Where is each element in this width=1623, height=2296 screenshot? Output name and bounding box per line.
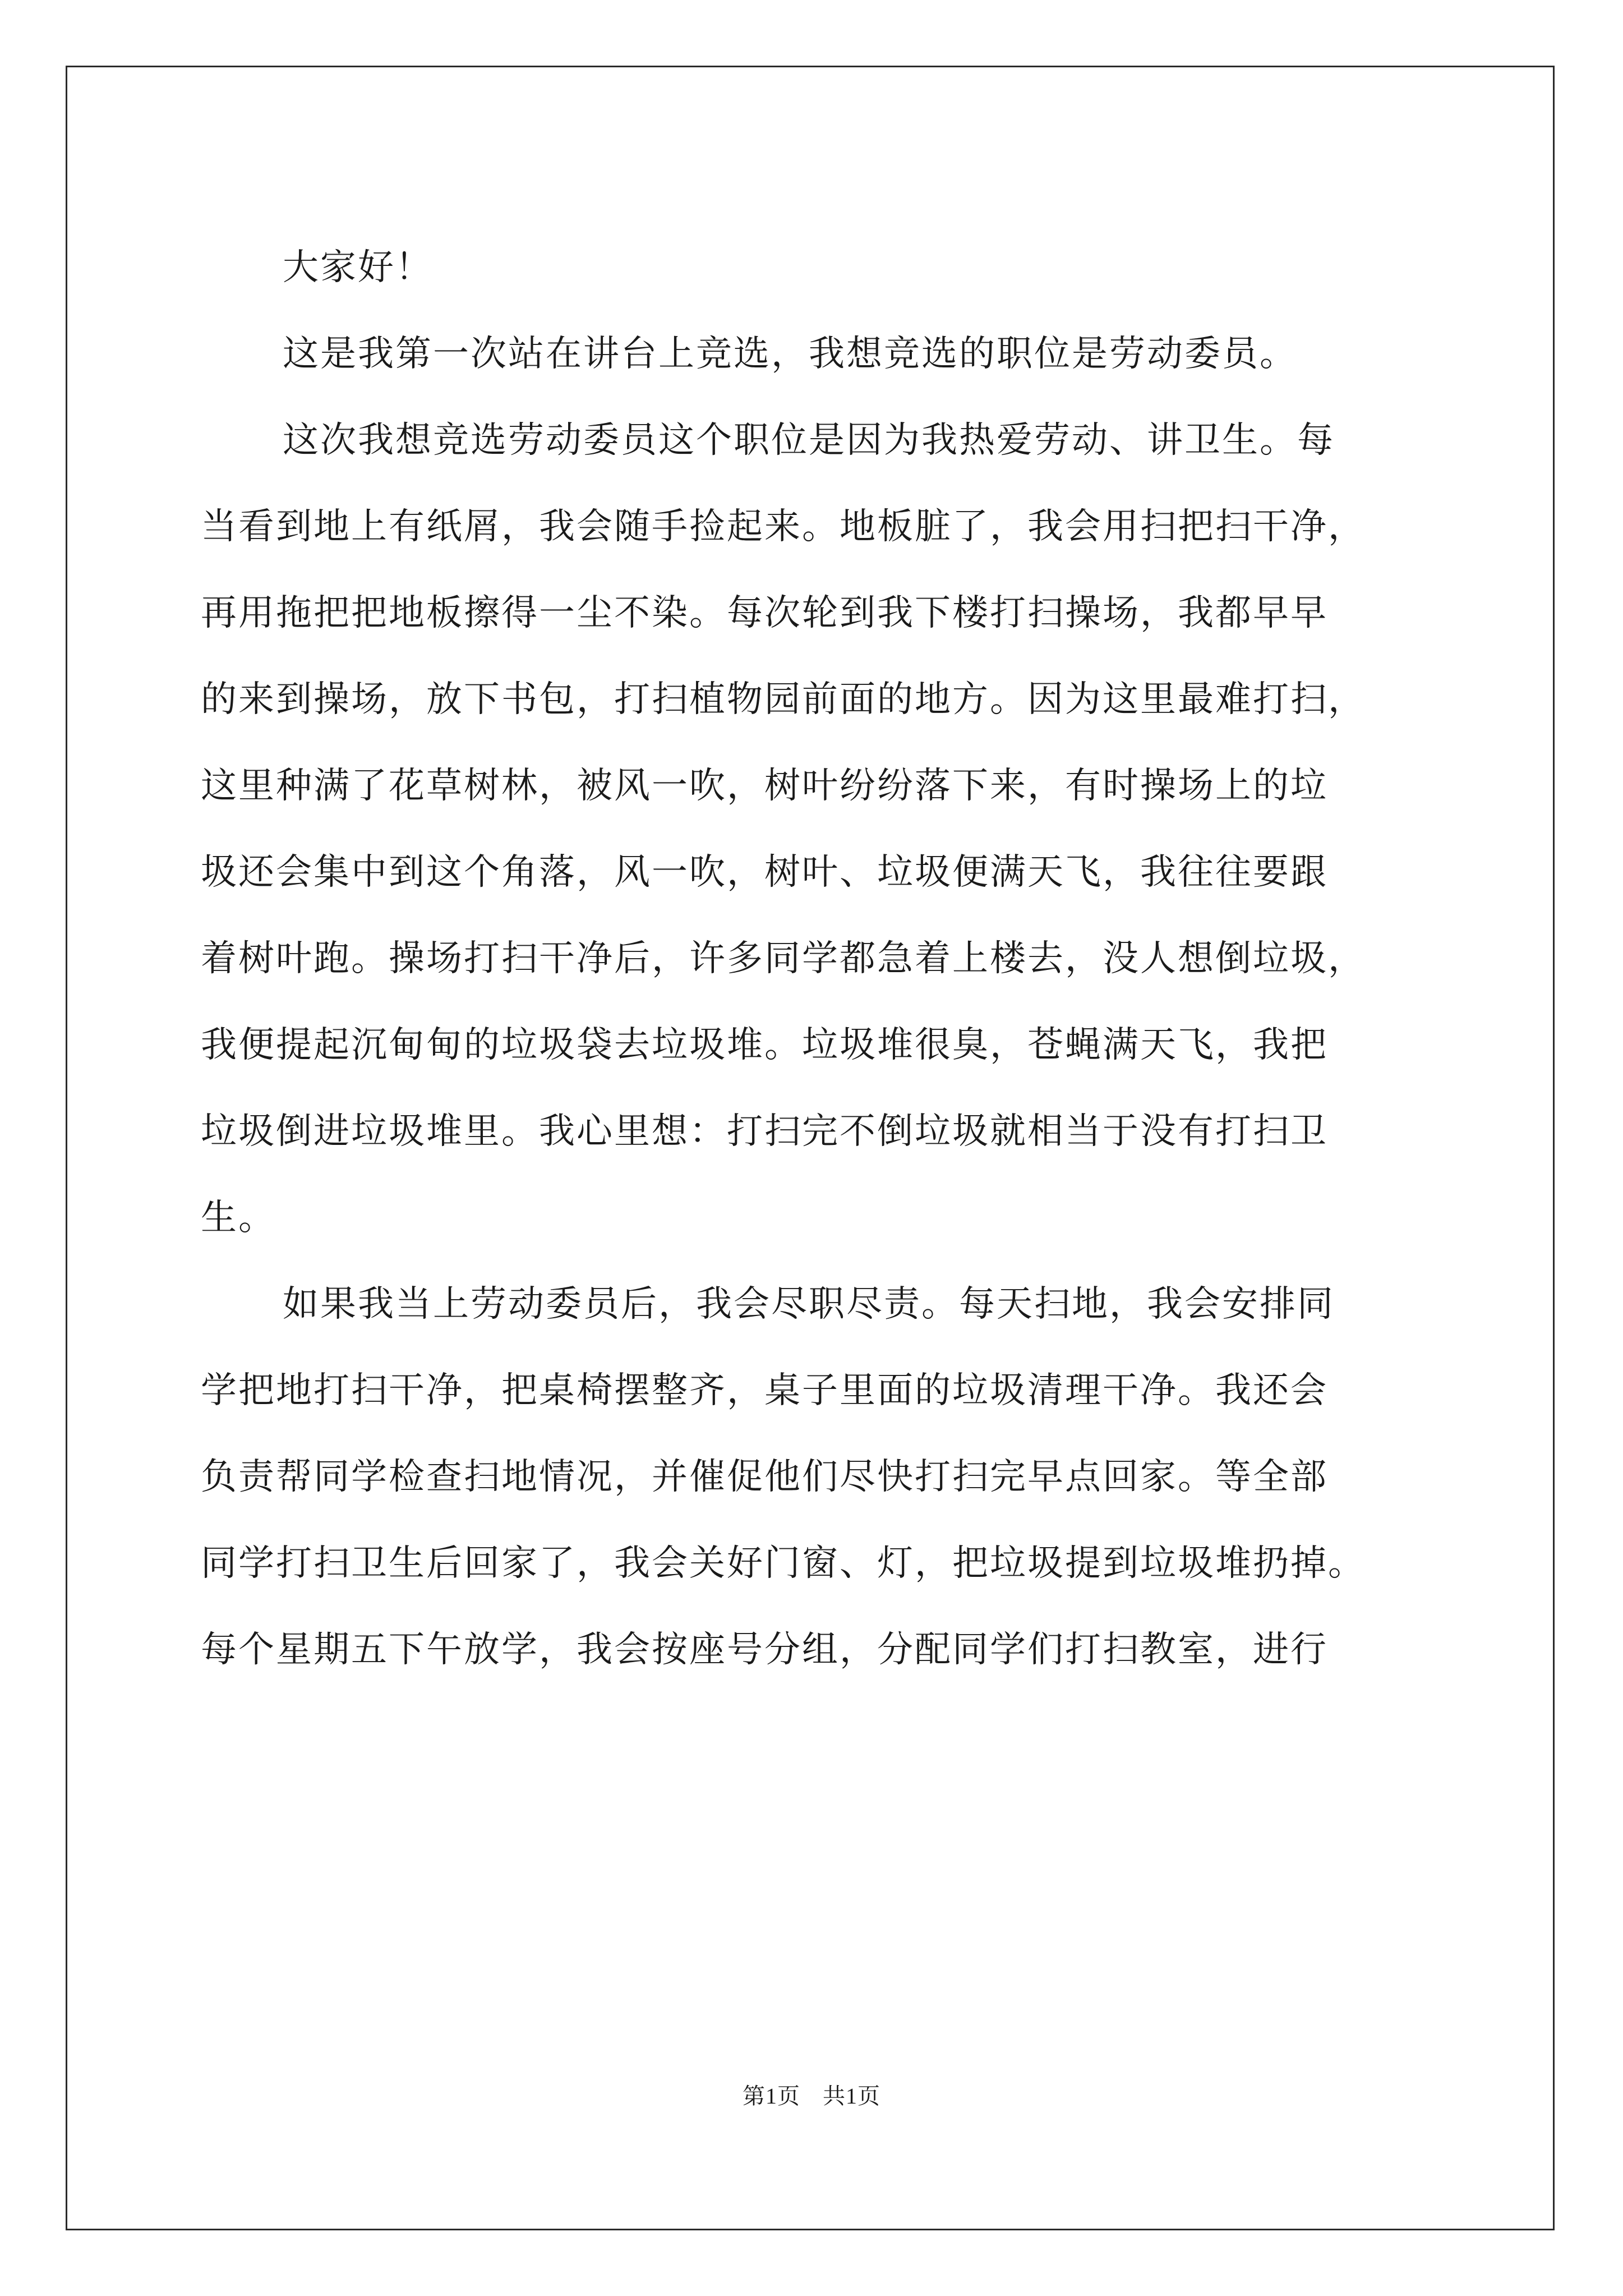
page-footer [0,2078,1623,2110]
text-line: 同学打扫卫生后回家了，我会关好门窗、灯，把垃圾提到垃圾堆扔掉。 [201,1543,1366,1584]
text-line: 负责帮同学检查扫地情况，并催促他们尽快打扫完早点回家。等全部 [201,1456,1328,1498]
text-line: 圾还会集中到这个角落，风一吹，树叶、垃圾便满天飞，我往往要跟 [201,852,1328,893]
page-total: 共1页 [823,2083,880,2109]
text-line: 每个星期五下午放学，我会按座号分组，分配同学们打扫教室，进行 [201,1629,1328,1671]
text-line: 的来到操场，放下书包，打扫植物园前面的地方。因为这里最难打扫， [201,679,1366,720]
paragraph-plan [201,1261,1429,1693]
text-line: 这是我第一次站在讲台上竞选，我想竞选的职位是劳动委员。 [283,333,1297,375]
paragraph-reason [201,397,1429,1261]
document-body [201,224,1429,1693]
text-line: 我便提起沉甸甸的垃圾袋去垃圾堆。垃圾堆很臭，苍蝇满天飞，我把 [201,1024,1328,1066]
text-line: 这次我想竞选劳动委员这个职位是因为我热爱劳动、讲卫生。每 [283,420,1335,461]
text-line: 如果我当上劳动委员后，我会尽职尽责。每天扫地，我会安排同 [283,1283,1335,1325]
text-line: 生。 [201,1197,276,1239]
text-line: 垃圾倒进垃圾堆里。我心里想：打扫完不倒垃圾就相当于没有打扫卫 [201,1111,1328,1152]
text-line: 大家好！ [283,247,433,288]
text-line: 学把地打扫干净，把桌椅摆整齐，桌子里面的垃圾清理干净。我还会 [201,1370,1328,1411]
text-line: 再用拖把把地板擦得一尘不染。每次轮到我下楼打扫操场，我都早早 [201,592,1328,634]
text-line: 这里种满了花草树林，被风一吹，树叶纷纷落下来，有时操场上的垃 [201,765,1328,807]
page-number: 第1页 [743,2083,800,2109]
text-line: 当看到地上有纸屑，我会随手捡起来。地板脏了，我会用扫把扫干净， [201,506,1366,547]
paragraph-greeting [201,224,1429,311]
text-line: 着树叶跑。操场打扫干净后，许多同学都急着上楼去，没人想倒垃圾， [201,938,1366,979]
paragraph-intro [201,311,1429,397]
